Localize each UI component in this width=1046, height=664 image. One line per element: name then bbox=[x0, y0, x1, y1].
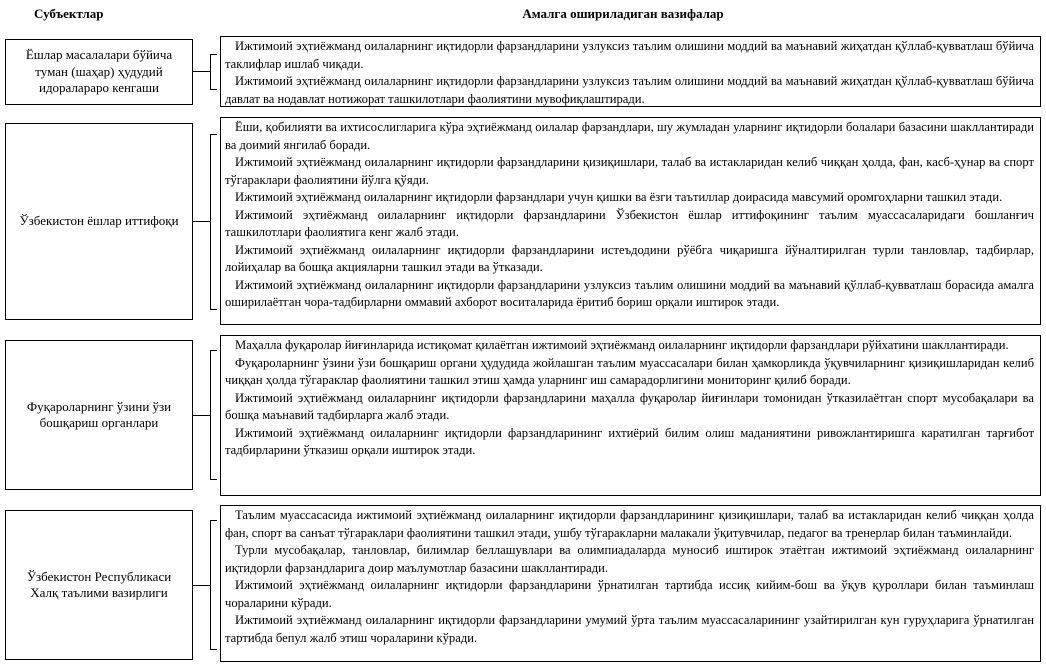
brace bbox=[210, 350, 217, 480]
tasks-box-public-education-ministry bbox=[220, 505, 1041, 662]
subject-box-self-government: Фуқароларнинг ўзини ўзи бошқариш органлари bbox=[5, 340, 193, 490]
connector-line bbox=[193, 221, 210, 222]
task-item: Ёши, қобилияти ва ихтисослигларига кўра эҳтиёжманд оилалар фарзандлари, шу жумладан уларнинг иқтидорли болалари базасини шакллантиради ва доимий янгилаб боради. bbox=[225, 120, 1034, 152]
task-item: Ижтимоий эҳтиёжманд оилаларнинг иқтидорли фарзандларини узлуксиз таълим олишини моддий ва маънавий қўллаб-қувватлаш борасида амалга оширилаётган чора-тадбирларни оммавий ахборот воситаларида ёритиб бориш орқали иштирок этади. bbox=[225, 277, 1034, 309]
task-item: Таълим муассасасида ижтимоий эҳтиёжманд оилаларнинг иқтидорли фарзандларининг қизиқишлари, талаб ва истакларидан келиб чиққан ҳолда фан, спорт ва санъат тўгараклари фаолиятини ташкил этади, ушбу тўгаракларни малакали ўқитувчилар, педагог ва тренерлар билан таъминлайди. bbox=[225, 508, 1034, 540]
tasks-box-district-council bbox=[220, 36, 1041, 107]
connector-line bbox=[193, 585, 210, 586]
task-item: Ижтимоий эҳтиёжманд оилаларнинг иқтидорли фарзандларини Ўзбекистон ёшлар иттифоқининг таълим муассасаларидаги бошланғич ташкилотлари фаолиятига кенг жалб этади. bbox=[225, 207, 1034, 239]
task-item: Ижтимоий эҳтиёжманд оилаларнинг иқтидорли фарзандларини ўрнатилган тартибда иссиқ кийим-бош ва ўқув қуроллари билан таъминлаш чораларини кўради. bbox=[225, 578, 1034, 610]
task-item: Ижтимоий эҳтиёжманд оилаларнинг иқтидорли фарзандлари учун қишки ва ёзги таътиллар доирасида мавсумий оромгоҳларни ташкил этади. bbox=[235, 190, 1003, 204]
connector-line bbox=[193, 71, 210, 72]
brace bbox=[210, 520, 217, 650]
task-item: Ижтимоий эҳтиёжманд оилаларнинг иқтидорли фарзандларини маҳалла фуқаролар йиғинлари томонидан ўтказилаётган спорт мусобақалари ва бошқа маънавий тадбирларга жалб этади. bbox=[225, 390, 1034, 422]
subject-box-youth-union: Ўзбекистон ёшлар иттифоқи bbox=[5, 123, 193, 320]
task-item: Ижтимоий эҳтиёжманд оилаларнинг иқтидорли фарзандларини умумий ўрта таълим муассасаларининг узайтирилган кун гуруҳларига ўрнатилган тартибда бепул жалб этиш чораларини кўради. bbox=[225, 613, 1034, 645]
tasks-header: Амалга ошириладиган вазифалар bbox=[522, 6, 724, 21]
connector-line bbox=[193, 415, 210, 416]
subjects-header: Субъектлар bbox=[34, 6, 104, 21]
tasks-box-self-government bbox=[220, 335, 1041, 496]
brace bbox=[210, 134, 217, 310]
brace bbox=[210, 54, 217, 90]
subject-box-district-council: Ёшлар масалалари бўйича туман (шаҳар) ҳудудий идоралараро кенгаши bbox=[5, 39, 193, 105]
tasks-box-youth-union bbox=[220, 117, 1041, 325]
task-item: Ижтимоий эҳтиёжманд оилаларнинг иқтидорли фарзандларини узлуксиз таълим олишини моддий ва маънавий жиҳатдан қўллаб-қувватлаш бўйича давлат ва нодавлат нотижорат ташкилотлари фаолиятини мувофиқлаштиради. bbox=[225, 74, 1034, 106]
task-item: Ижтимоий эҳтиёжманд оилаларнинг иқтидорли фарзандларини қизиқишлари, талаб ва истакларидан келиб чиққан ҳолда, фан, касб-ҳунар ва спорт тўгараклари фаолиятини йўлга қўяди. bbox=[225, 155, 1034, 187]
task-item: Фуқароларнинг ўзини ўзи бошқариш органи ҳудудида жойлашган таълим муассасалари билан ҳамкорликда ўқувчиларнинг қизиқишларидан келиб чиққан ҳолда тўгараклар фаолиятини ташкил этиш ҳамда уларнинг иш самарадорлигини мониторинг қилиб боради. bbox=[225, 355, 1034, 387]
task-item: Ижтимоий эҳтиёжманд оилаларнинг иқтидорли фарзандларининг ихтиёрий билим олиш маданиятини ривожлантиришга каратилган тарғибот тадбирларини ўтказиш орқали иштирок этади. bbox=[225, 425, 1034, 457]
task-item: Ижтимоий эҳтиёжманд оилаларнинг иқтидорли фарзандларини истеъдодини рўёбга чиқаришга йўналтирилган турли танловлар, тадбирлар, лойиҳалар ва бошқа акцияларни ташкил этади ва ўтказади. bbox=[225, 242, 1034, 274]
task-item: Маҳалла фуқаролар йиғинларида истиқомат қилаётган ижтимоий эҳтиёжманд оилаларнинг иқтидорли фарзандлари рўйхатини шакллантиради. bbox=[235, 338, 1009, 352]
task-item: Ижтимоий эҳтиёжманд оилаларнинг иқтидорли фарзандларини узлуксиз таълим олишини моддий ва маънавий жиҳатдан қўллаб-қувватлаш бўйича таклифлар ишлаб чиқади. bbox=[225, 39, 1034, 71]
subject-box-public-education-ministry: Ўзбекистон Республикаси Халқ таълими вазирлиги bbox=[5, 510, 193, 660]
task-item: Турли мусобақалар, танловлар, билимлар беллашувлари ва олимпиадаларда муносиб иштирок этаётган ижтимоий эҳтиёжманд оилаларнинг иқтидорли фарзандларига доир маълумотлар базасини шакллантиради. bbox=[225, 543, 1034, 575]
